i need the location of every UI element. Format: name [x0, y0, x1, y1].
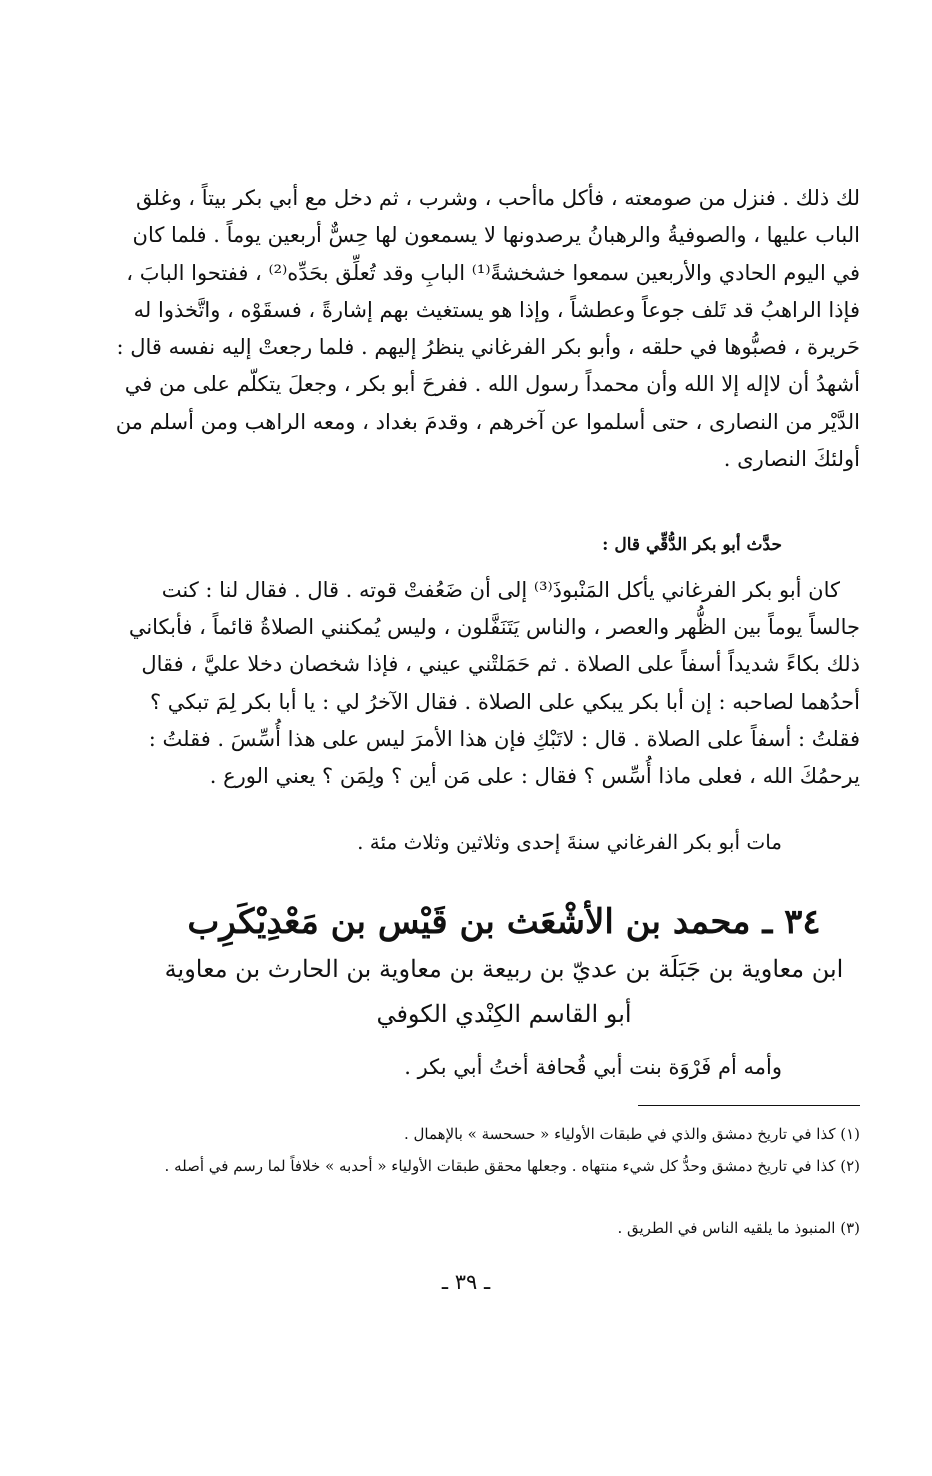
paragraph-line: كان أبو بكر الفرغاني يأكل المَنْبوذَ⁽³⁾ إلى أن ضَعُفتْ قوته . قال . فقال لنا : كنت [161, 578, 840, 602]
narration-paragraph [128, 572, 860, 795]
page-number: ـ ٣٩ ـ [441, 1270, 491, 1294]
paragraph-line: أشهدُ أن لاإله إلا الله وأن محمداً رسول الله . ففرحَ أبو بكر ، وجعلَ يتكلّم على من في [124, 372, 860, 397]
footnote: (٢) كذا في تاريخ دمشق وحدُّ كل شيء منتهاه . وجعلها محقق طبقات الأولياء « أحدبه » خلافاً لما رسم في أصله . [164, 1157, 860, 1175]
biography-title: ٣٤ ـ محمد بن الأشْعَث بن قَيْس بن مَعْدِيْكَرِب [187, 902, 821, 942]
footnote-divider [638, 1105, 860, 1106]
paragraph-line: الدَّيْر من النصارى ، حتى أسلموا عن آخرهم ، وقدمَ بغداد ، ومعه الراهب ومن أسلم من [115, 409, 860, 434]
paragraph-line: أحدُهما لصاحبه : إن أبا بكر يبكي على الصلاة . فقال الآخرُ لي : يا أبا بكر لِمَ تبكي ؟ [149, 689, 860, 714]
paragraph-line: فإذا الراهبُ قد تَلف جوعاً وعطشاً ، وإذا هو يستغيث بهم إشارةً ، فسقَوْه ، واتَّخذوا له [133, 297, 860, 322]
paragraph-line: لك ذلك . فنزل من صومعته ، فأكل ماأحب ، وشرب ، ثم دخل مع أبي بكر بيتاً ، وغلق [136, 186, 860, 210]
biography-kunya: أبو القاسم الكِنْدي الكوفي [376, 1000, 632, 1028]
paragraph-line: الباب عليها ، والصوفيةُ والرهبانُ يرصدونها لا يسمعون لها حِسٌّ أربعين يوماً . فلما كان [132, 223, 860, 248]
paragraph-line: حَريرة ، فصبُّوها في حلقه ، وأبو بكر الفرغاني ينظرُ إليهم . فلما رجعتْ إليه نفسه قال : [116, 335, 860, 360]
paragraph-line: في اليوم الحادي والأربعين سمعوا خشخشةً⁽¹⁾ البابِ وقد تُعلِّق بحَدِّه⁽²⁾ ، ففتحوا البابَ ، [126, 260, 860, 285]
footnote: (١) كذا في تاريخ دمشق والذي في طبقات الأولياء « حسحسة » بالإهمال . [404, 1125, 860, 1143]
footnote: (٣) المنبوذ ما يلقيه الناس في الطريق . [617, 1219, 860, 1237]
death-note: مات أبو بكر الفرغاني سنةَ إحدى وثلاثين وثلاث مئة . [357, 830, 782, 854]
paragraph-line: أولئكَ النصارى . [723, 447, 860, 472]
biography-mother: وأمه أم فَرْوَة بنت أبي قُحافة أختُ أبي بكر . [404, 1055, 782, 1079]
narration-heading: حدَّث أبو بكر الدُّقِّي قال : [602, 535, 782, 555]
paragraph-line: يرحمُكَ الله ، فعلى ماذا أُسِّس ؟ فقال : على مَن أين ؟ ولِمَن ؟ يعني الورع . [209, 764, 860, 789]
paragraph-line: فقلتُ : أسفاً على الصلاة . قال : لاتَبْكِ فإن هذا الأمرَ ليس على هذا أُسِّسَ . فقلتُ : [148, 726, 860, 751]
story-paragraph [115, 180, 860, 478]
paragraph-line: ذلك بكاءً شديداً أسفاً على الصلاة . ثم حَمَلتْني عيني ، فإذا شخصان دخلا عليَّ ، فقال [141, 652, 860, 677]
paragraph-line: جالساً يوماً بين الظُّهر والعصر ، والناس يَتَنَفَّلون ، وليس يُمكنني الصلاةُ قائماً ، فأبكاني [128, 615, 860, 640]
biography-lineage: ابن معاوية بن جَبَلَة بن عديّ بن ربيعة بن معاوية بن الحارث بن معاوية [164, 955, 844, 983]
